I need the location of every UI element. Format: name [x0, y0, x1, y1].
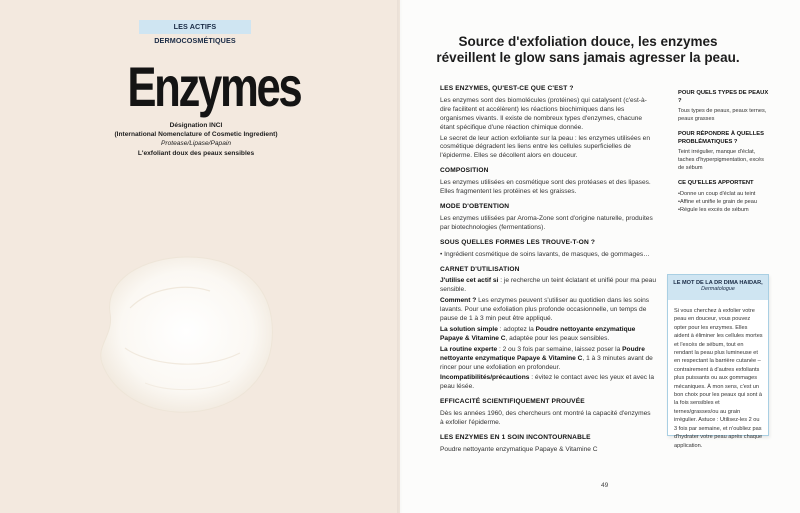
usage-text: : 2 ou 3 fois par semaine, laissez poser la: [497, 345, 623, 353]
section-what: [440, 85, 656, 161]
section-badge: LES ACTIFS DERMOCOSMÉTIQUES: [139, 20, 251, 34]
paragraph: Les enzymes utilisées en cosmétique sont des protéases et des lipases. Elles fragmentent les protéines et les graisses.: [440, 179, 651, 196]
section-composition: [440, 167, 656, 197]
section-usage: [440, 266, 656, 393]
section-heading: COMPOSITION: [440, 167, 489, 175]
list-item: • Régule les excès de sébum: [678, 206, 770, 214]
usage-label: La routine experte: [440, 345, 498, 353]
section-heading: CARNET D'UTILISATION: [440, 265, 520, 273]
dermatologist-subtitle: Dermatologue: [701, 286, 735, 292]
product-name: Poudre nettoyante enzymatique Papaye & Vitamine C: [440, 325, 636, 342]
paragraph: Le secret de leur action exfoliante sur la peau : les enzymes utilisées en cosmétique dégradent les liens entre les cellules superficielles de l'épiderme. Elles se décollent alors en douceur.: [440, 134, 651, 160]
paragraph: • Ingrédient cosmétique de soins lavants, de masques, de gommages…: [440, 250, 650, 258]
list-item: • Affine et unifie le grain de peau: [678, 198, 770, 206]
benefits-list: [678, 190, 770, 214]
usage-text: : je recherche un teint éclatant et unifié pour ma peau sensible.: [440, 277, 656, 294]
usage-text: , adaptée pour les peaux sensibles.: [505, 334, 610, 342]
page-title: Enzymes: [127, 55, 301, 118]
inci-name: (International Nomenclature of Cosmetic Ingredient): [114, 131, 278, 139]
sidebar-heading: CE QU'ELLES APPORTENT: [678, 180, 754, 186]
paragraph: [440, 297, 656, 324]
paragraph: Les enzymes sont des biomolécules (protéines) qui catalysent (c'est-à-dire facilitent et accélèrent) les réactions biochimiques dans les organismes vivants. Il existe de nombreux types d'enzymes, chacune étant spécifique d'une réaction chimique donnée.: [440, 96, 647, 131]
sidebar-text: Teint irrégulier, manque d'éclat, taches d'hyperpigmentation, excès de sébum: [678, 149, 764, 171]
problems-block: [678, 131, 770, 172]
inci-value: Protease/Lipase/Papain: [160, 140, 232, 148]
powder-swatch-image: [90, 253, 275, 416]
list-item: • Donne un coup d'éclat au teint: [678, 190, 770, 198]
main-column: [440, 85, 656, 461]
dermatologist-quote: Si vous cherchez à exfolier votre peau en douceur, vous pouvez opter pour les enzymes. Elles aident à éliminer les cellules mortes et l'excès de sébum, tout en rendant la peau plus lumineuse et en respectant la barrière cutanée – contrairement à d'autres exfoliants plus puissants ou aux gommages mécaniques. À mon sens, c'est un bon choix pour les peaux qui sont à la fois sensibles et ternes/grasses/ou au grain irrégulier. Astuce : Utilisez-les 2 ou 3 fois par semaine, et n'oubliez pas d'hydrater votre peau après chaque application.: [674, 308, 763, 449]
page-gutter: [397, 0, 403, 513]
tagline: L'exfoliant doux des peaux sensibles: [137, 149, 255, 157]
usage-label: Comment ?: [440, 297, 477, 305]
paragraph: Dès les années 1960, des chercheurs ont montré la capacité d'enzymes à exfolier l'épiderme.: [440, 410, 651, 427]
paragraph: Poudre nettoyante enzymatique Papaye & Vitamine C: [440, 445, 598, 453]
inci-label: Désignation INCI: [169, 122, 223, 129]
usage-label: Incompatibilités/précautions: [440, 374, 530, 382]
section-one-care: [440, 434, 656, 455]
usage-text: Les enzymes peuvent s'utiliser au quotidien dans les soins lavants. Pour une exfoliation plus profonde occasionnelle, un temps de pause de 1 à 3 min peut être appliqué.: [440, 297, 650, 323]
section-heading: LES ENZYMES EN 1 SOIN INCONTOURNABLE: [440, 434, 591, 441]
headline: Source d'exfoliation douce, les enzymes réveillent le glow sans jamais agresser la peau.: [436, 34, 740, 65]
sidebar-text: Tous types de peaux, peaux ternes, peaux grasses: [678, 108, 767, 122]
page-number: 49: [601, 482, 609, 489]
sidebar-heading: POUR QUELS TYPES DE PEAUX ?: [678, 90, 769, 104]
dermatologist-box-header: [668, 275, 768, 300]
skin-types-block: [678, 90, 770, 123]
usage-text: : évitez le contact avec les yeux et avec la peau lésée.: [440, 374, 655, 391]
section-heading: EFFICACITÉ SCIENTIFIQUEMENT PROUVÉE: [440, 398, 585, 406]
dermatologist-box: [667, 274, 769, 449]
section-heading: LES ENZYMES, QU'EST-CE QUE C'EST ?: [440, 85, 574, 92]
side-column: [678, 90, 770, 222]
section-heading: MODE D'OBTENTION: [440, 202, 510, 210]
product-name: Poudre nettoyante enzymatique Papaye & Vitamine C: [440, 345, 645, 362]
usage-label: J'utilise cet actif si: [440, 277, 499, 285]
paragraph: [440, 277, 656, 295]
paragraph: Les enzymes utilisées par Aroma-Zone sont d'origine naturelle, produites par biotechnologies (fermentations).: [440, 214, 653, 231]
section-forms: [440, 239, 656, 260]
inci-block: [110, 121, 282, 158]
usage-label: La solution simple: [440, 325, 498, 333]
section-heading: SOUS QUELLES FORMES LES TROUVE-T-ON ?: [440, 238, 596, 246]
section-obtention: [440, 203, 656, 233]
benefits-block: [678, 180, 770, 214]
dermatologist-title: LE MOT DE LA DR DIMA HAIDAR,: [673, 280, 763, 286]
section-efficacy: [440, 398, 656, 428]
paragraph: [440, 346, 656, 373]
paragraph: [440, 326, 656, 344]
paragraph: [440, 374, 656, 392]
sidebar-heading: POUR RÉPONDRE À QUELLES PROBLÉMATIQUES ?: [678, 131, 764, 145]
usage-text: , 1 à 3 minutes avant de rincer pour une exfoliation en profondeur.: [440, 354, 653, 371]
usage-text: : adoptez la: [497, 325, 536, 333]
